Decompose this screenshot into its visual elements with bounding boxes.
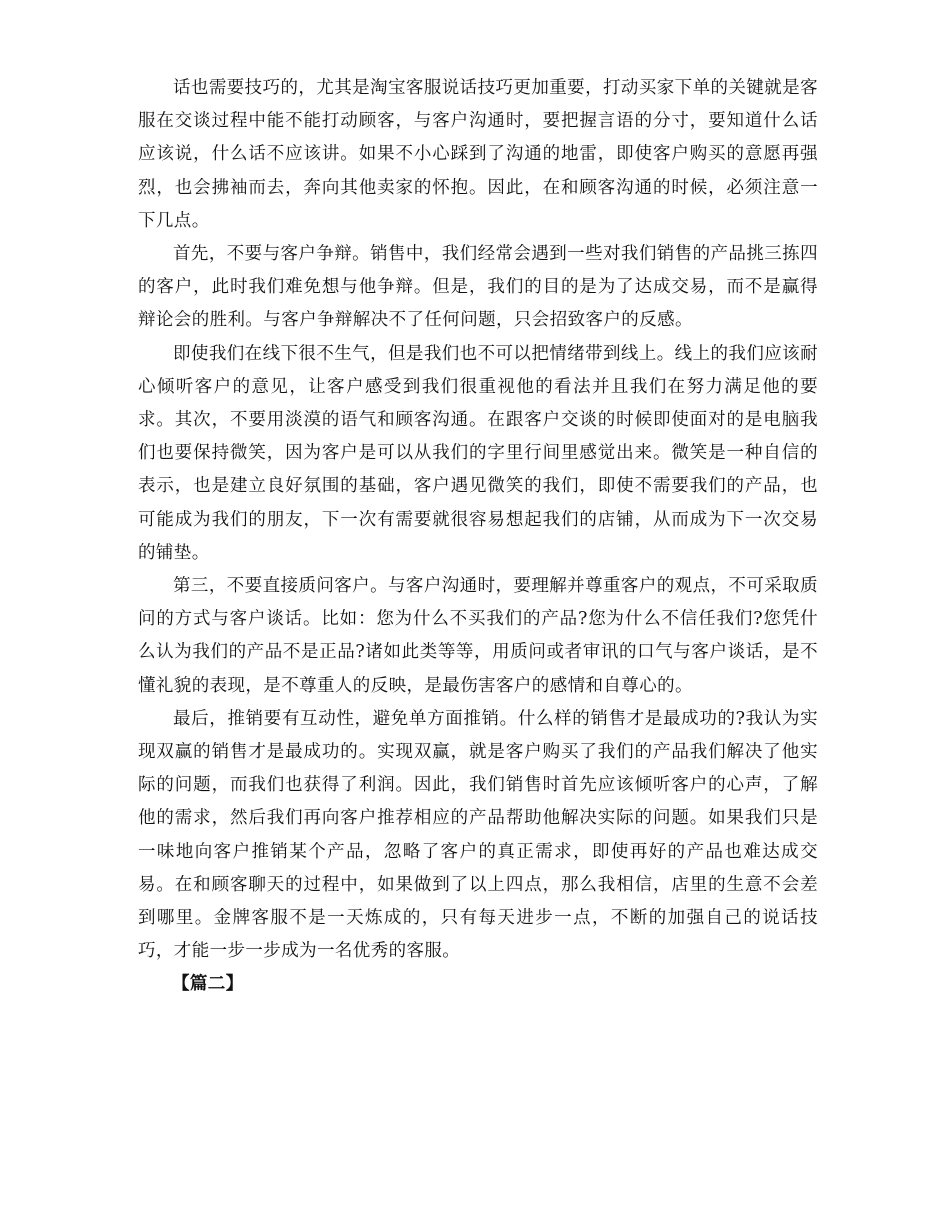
paragraph-1: 话也需要技巧的，尤其是淘宝客服说话技巧更加重要，打动买家下单的关键就是客服在交谈过程中能不能打动顾客，与客户沟通时，要把握言语的分寸，要知道什么话应该说，什么话不应该讲。如果不小心踩到了沟通的地雷，即使客户购买的意愿再强烈，也会拂袖而去，奔向其他卖家的怀抱。因此，在和顾客沟通的时候，必须注意一下几点。 <box>138 78 818 231</box>
paragraph-5: 最后，推销要有互动性，避免单方面推销。什么样的销售才是最成功的?我认为实现双赢的销售才是最成功的。实现双赢，就是客户购买了我们的产品我们解决了他实际的问题，而我们也获得了利润。因此，我们销售时首先应该倾听客户的心声，了解他的需求，然后我们再向客户推荐相应的产品帮助他解决实际的问题。如果我们只是一味地向客户推销某个产品，忽略了客户的真正需求，即使再好的产品也难达成交易。在和顾客聊天的过程中，如果做到了以上四点，那么我相信，店里的生意不会差到哪里。金牌客服不是一天炼成的，只有每天进步一点，不断的加强自己的说话技巧，才能一步一步成为一名优秀的客服。 <box>138 708 818 962</box>
paragraph-2: 首先，不要与客户争辩。销售中，我们经常会遇到一些对我们销售的产品挑三拣四的客户，此时我们难免想与他争辩。但是，我们的目的是为了达成交易，而不是赢得辩论会的胜利。与客户争辩解决不了任何问题，只会招致客户的反感。 <box>138 244 818 331</box>
paragraph-4: 第三，不要直接质问客户。与客户沟通时，要理解并尊重客户的观点，不可采取质问的方式与客户谈话。比如：您为什么不买我们的产品?您为什么不信任我们?您凭什么认为我们的产品不是正品?诸如此类等等，用质问或者审讯的口气与客户谈话，是不懂礼貌的表现，是不尊重人的反映，是最伤害客户的感情和自尊心的。 <box>138 576 818 696</box>
paragraph-3: 即使我们在线下很不生气，但是我们也不可以把情绪带到线上。线上的我们应该耐心倾听客户的意见，让客户感受到我们很重视他的看法并且我们在努力满足他的要求。其次，不要用淡漠的语气和顾客沟通。在跟客户交谈的时候即使面对的是电脑我们也要保持微笑，因为客户是可以从我们的字里行间里感觉出来。微笑是一种自信的表示，也是建立良好氛围的基础，客户遇见微笑的我们，即使不需要我们的产品，也可能成为我们的朋友，下一次有需要就很容易想起我们的店铺，从而成为下一次交易的铺垫。 <box>138 343 818 563</box>
document-body <box>138 72 818 1002</box>
section-heading: 【篇二】 <box>172 974 244 995</box>
